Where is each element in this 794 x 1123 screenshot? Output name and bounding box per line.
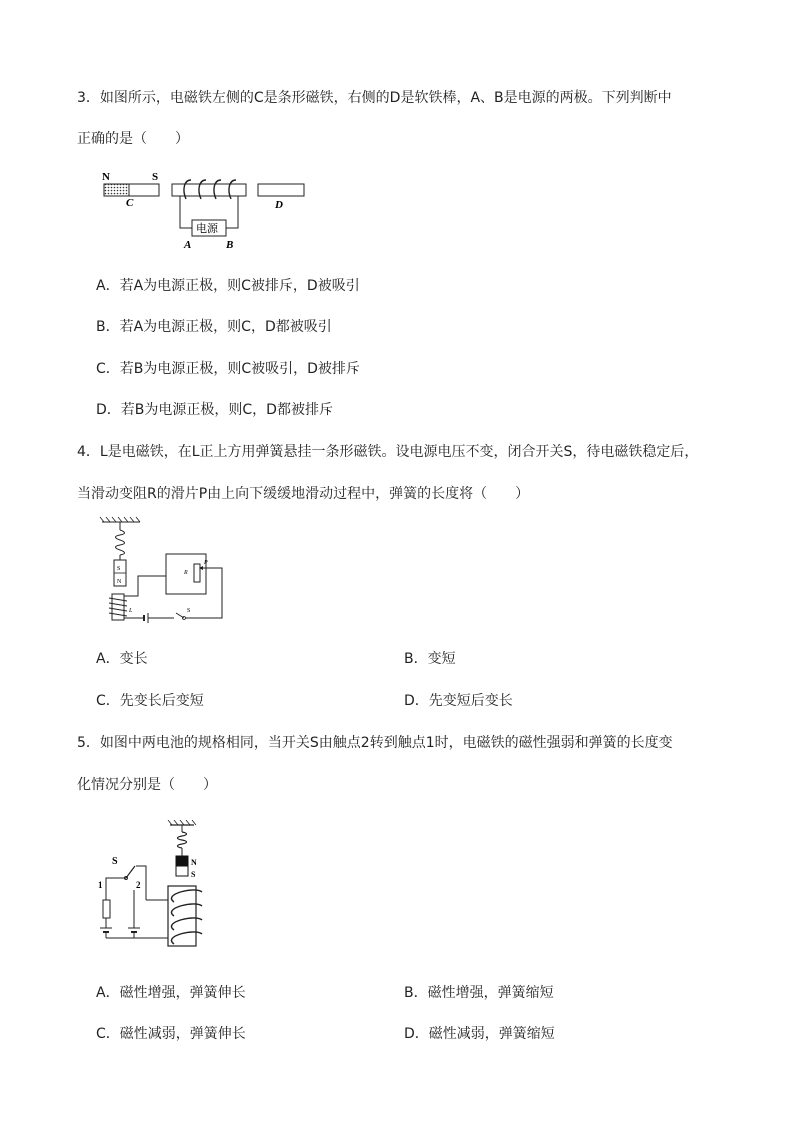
label-contact-1: 1 — [98, 880, 103, 890]
q5-option-c: C．磁性减弱，弹簧伸长 — [96, 1026, 246, 1042]
label-b: B — [226, 239, 234, 251]
label-c: C — [126, 197, 134, 209]
switch-s — [176, 613, 184, 618]
bar-magnet-c — [104, 184, 159, 196]
electromagnet-l — [112, 594, 124, 620]
q3-option-c: C．若B为电源正极，则C被吸引，D被排斥 — [96, 361, 360, 377]
label-s-top: S — [117, 566, 121, 572]
q3-figure — [98, 168, 313, 254]
q5-stem-line1: 5．如图中两电池的规格相同，当开关S由触点2转到触点1时，电磁铁的磁性强弱和弹簧的长度变 — [77, 735, 673, 751]
electromagnet — [168, 886, 196, 946]
spring — [178, 832, 187, 848]
label-d: D — [275, 199, 283, 211]
q4-option-c: C．先变长后变短 — [96, 693, 204, 709]
q3-option-b: B．若A为电源正极，则C，D都被吸引 — [96, 319, 332, 335]
label-n: N — [191, 858, 197, 867]
q4-figure — [98, 516, 228, 632]
resistor — [103, 900, 110, 918]
q3-option-a: A．若A为电源正极，则C被排斥，D被吸引 — [96, 278, 360, 294]
electromagnet-core — [172, 180, 246, 199]
q4-option-b: B．变短 — [404, 651, 456, 667]
q3-stem-line1: 3．如图所示，电磁铁左侧的C是条形磁铁，右侧的D是软铁棒，A、B是电源的两极。下列判断中 — [77, 90, 672, 106]
q3-option-d: D．若B为电源正极，则C，D都被排斥 — [96, 402, 333, 418]
label-p: P — [204, 560, 208, 566]
q4-option-a: A．变长 — [96, 651, 148, 667]
q3-stem-line2: 正确的是（ ） — [77, 131, 189, 147]
q4-option-d: D．先变短后变长 — [404, 693, 513, 709]
switch-s — [126, 866, 135, 878]
label-switch-s: S — [187, 608, 191, 614]
q4-stem-line2: 当滑动变阻R的滑片P由上向下缓缓地滑动过程中，弹簧的长度将（ ） — [77, 486, 530, 502]
label-a: A — [184, 239, 192, 251]
q5-option-a: A．磁性增强，弹簧伸长 — [96, 985, 246, 1001]
label-s: S — [152, 171, 159, 183]
q5-option-d: D．磁性减弱，弹簧缩短 — [404, 1026, 555, 1042]
q5-figure — [92, 820, 222, 952]
label-r: R — [184, 570, 188, 576]
spring — [116, 530, 125, 555]
label-n: N — [102, 171, 110, 183]
label-l: L — [129, 608, 133, 614]
label-power-source: 电源 — [196, 223, 218, 235]
q5-stem-line2: 化情况分别是（ ） — [77, 777, 217, 793]
magnet-n-half — [176, 856, 188, 866]
label-n: N — [117, 579, 122, 585]
rheostat-r — [194, 564, 200, 582]
magnet-s-half — [176, 866, 188, 876]
q4-stem-line1: 4．L是电磁铁，在L正上方用弹簧悬挂一条形磁铁。设电源电压不变，闭合开关S，待电磁铁稳定后， — [77, 444, 699, 460]
label-s-switch: S — [112, 856, 118, 867]
label-s-magnet: S — [191, 870, 196, 879]
label-contact-2: 2 — [136, 880, 141, 890]
soft-iron-d — [258, 184, 304, 196]
q5-option-b: B．磁性增强，弹簧缩短 — [404, 985, 554, 1001]
